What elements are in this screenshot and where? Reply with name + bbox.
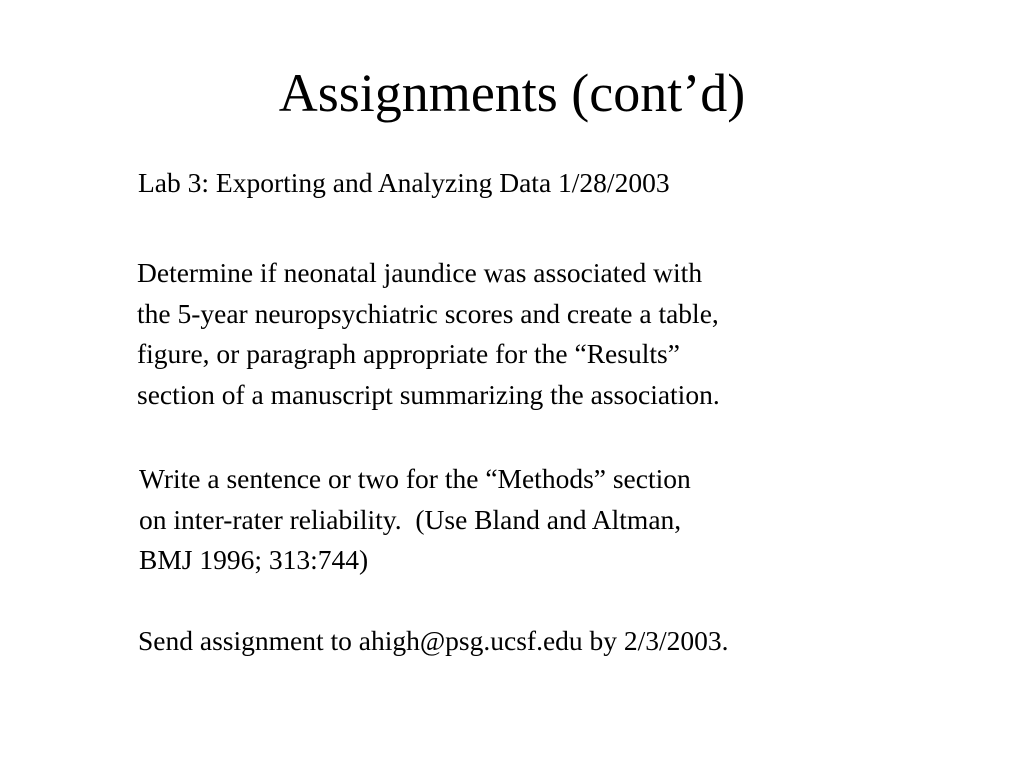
paragraph-line: figure, or paragraph appropriate for the “Results” (137, 338, 680, 369)
slide-title: Assignments (cont’d) (278, 63, 746, 123)
methods-paragraph (139, 459, 691, 581)
paragraph-line: section of a manuscript summarizing the association. (137, 378, 720, 410)
paragraph-line: on inter-rater reliability. (Use Bland and Altman, (139, 503, 682, 535)
lab-heading: Lab 3: Exporting and Analyzing Data 1/28/2003 (138, 167, 670, 198)
paragraph-line: the 5-year neuropsychiatric scores and create a table, (137, 297, 719, 329)
paragraph-line: BMJ 1996; 313:744) (139, 544, 369, 575)
results-paragraph (137, 253, 720, 415)
paragraph-line: Write a sentence or two for the “Methods” section (139, 463, 691, 494)
submission-paragraph (138, 621, 729, 662)
paragraph-line: Send assignment to ahigh@psg.ucsf.edu by 2/3/2003. (138, 625, 729, 656)
paragraph-line: Determine if neonatal jaundice was associated with (137, 257, 703, 288)
